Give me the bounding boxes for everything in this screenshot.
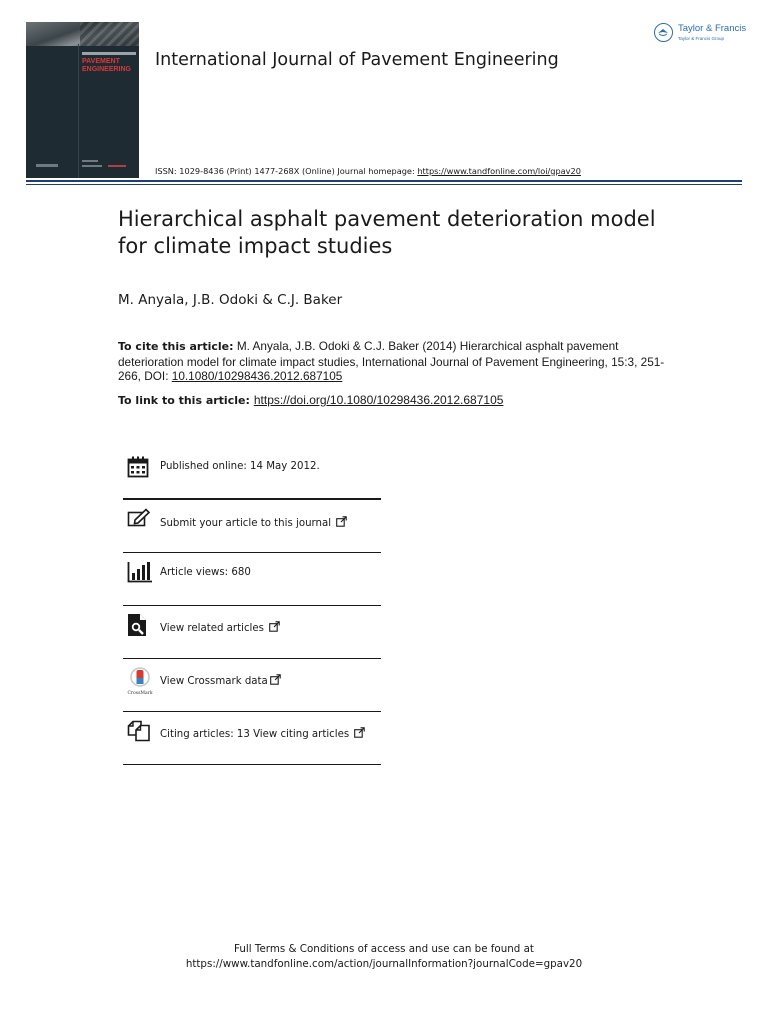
bar-chart-icon — [127, 561, 153, 587]
publisher-logo-icon — [654, 23, 673, 42]
article-link-label: To link to this article: — [118, 394, 250, 407]
citation-label: To cite this article: — [118, 340, 234, 353]
article-link-line — [118, 393, 503, 407]
article-doi-link[interactable]: https://doi.org/10.1080/10298436.2012.687105 — [253, 393, 504, 407]
publisher-name: Taylor & Francis — [678, 23, 747, 34]
cover-photo-strip-pattern — [80, 22, 139, 46]
footer-terms-text: Full Terms & Conditions of access and use can be found at — [234, 943, 534, 955]
external-link-icon — [354, 727, 365, 741]
publisher-group: Taylor & Francis Group — [678, 36, 725, 41]
crossmark-logo-text: CrossMark — [127, 691, 153, 695]
citing-articles-link[interactable] — [123, 719, 381, 747]
cover-footer-mark — [36, 164, 58, 167]
crossmark-text: View Crossmark data — [160, 676, 268, 687]
journal-homepage-link[interactable]: https://www.tandfonline.com/loi/gpav20 — [417, 166, 581, 176]
cover-small-heading — [82, 52, 136, 55]
submit-article-label[interactable] — [160, 516, 347, 530]
external-link-icon — [269, 621, 280, 635]
divider — [123, 552, 381, 553]
issn-text: ISSN: 1029-8436 (Print) 1477-268X (Online) Journal homepage: — [155, 166, 418, 176]
journal-title: International Journal of Pavement Engineering — [155, 50, 559, 70]
crossmark-link[interactable] — [123, 666, 381, 696]
submit-article-text: Submit your article to this journal — [160, 518, 332, 529]
header-divider-thin — [26, 184, 742, 185]
cover-footer-mark — [82, 165, 102, 167]
header-divider — [26, 180, 742, 182]
journal-cover-image — [26, 22, 139, 178]
divider — [123, 658, 381, 659]
divider — [123, 711, 381, 712]
cover-title-line-1: PAVEMENT — [82, 58, 120, 65]
issn-line — [155, 166, 581, 176]
publisher-logo[interactable] — [654, 22, 750, 48]
edit-icon — [127, 508, 151, 532]
citation-text: M. Anyala, J.B. Odoki & C.J. Baker (2014) Hierarchical asphalt pavement deterioration model for climate impact studies, International Journal of Pavement Engineering, 15:3, 251-266, DOI: — [118, 339, 665, 383]
related-articles-label[interactable] — [160, 621, 280, 635]
copy-documents-icon — [127, 720, 151, 746]
divider — [123, 764, 381, 765]
external-link-icon — [270, 674, 281, 688]
cover-footer-mark — [82, 160, 98, 162]
document-search-icon — [127, 613, 147, 641]
submit-article-link[interactable] — [123, 507, 381, 535]
article-title: Hierarchical asphalt pavement deterioration model for climate impact studies — [118, 207, 656, 258]
published-row — [123, 455, 381, 483]
footer-terms-link[interactable]: https://www.tandfonline.com/action/journalInformation?journalCode=gpav20 — [185, 958, 583, 970]
published-date: Published online: 14 May 2012. — [160, 461, 320, 472]
citing-articles-text: Citing articles: 13 View citing articles — [160, 729, 350, 740]
crossmark-label[interactable] — [160, 674, 281, 688]
cover-footer-mark — [108, 165, 126, 167]
external-link-icon — [336, 516, 347, 530]
related-articles-text: View related articles — [160, 623, 264, 634]
cover-divider — [78, 44, 79, 178]
divider — [123, 605, 381, 606]
calendar-icon — [127, 456, 149, 482]
citation-block — [118, 339, 678, 384]
article-views-count: Article views: 680 — [160, 567, 251, 578]
crossmark-icon — [127, 667, 153, 699]
cover-title-line-2: ENGINEERING — [82, 66, 132, 73]
citing-articles-label[interactable] — [160, 727, 365, 741]
related-articles-link[interactable] — [123, 612, 381, 642]
article-authors: M. Anyala, J.B. Odoki & C.J. Baker — [118, 292, 343, 308]
citation-doi-link[interactable]: 10.1080/10298436.2012.687105 — [171, 369, 343, 383]
article-views-row — [123, 560, 381, 588]
divider — [123, 498, 381, 500]
